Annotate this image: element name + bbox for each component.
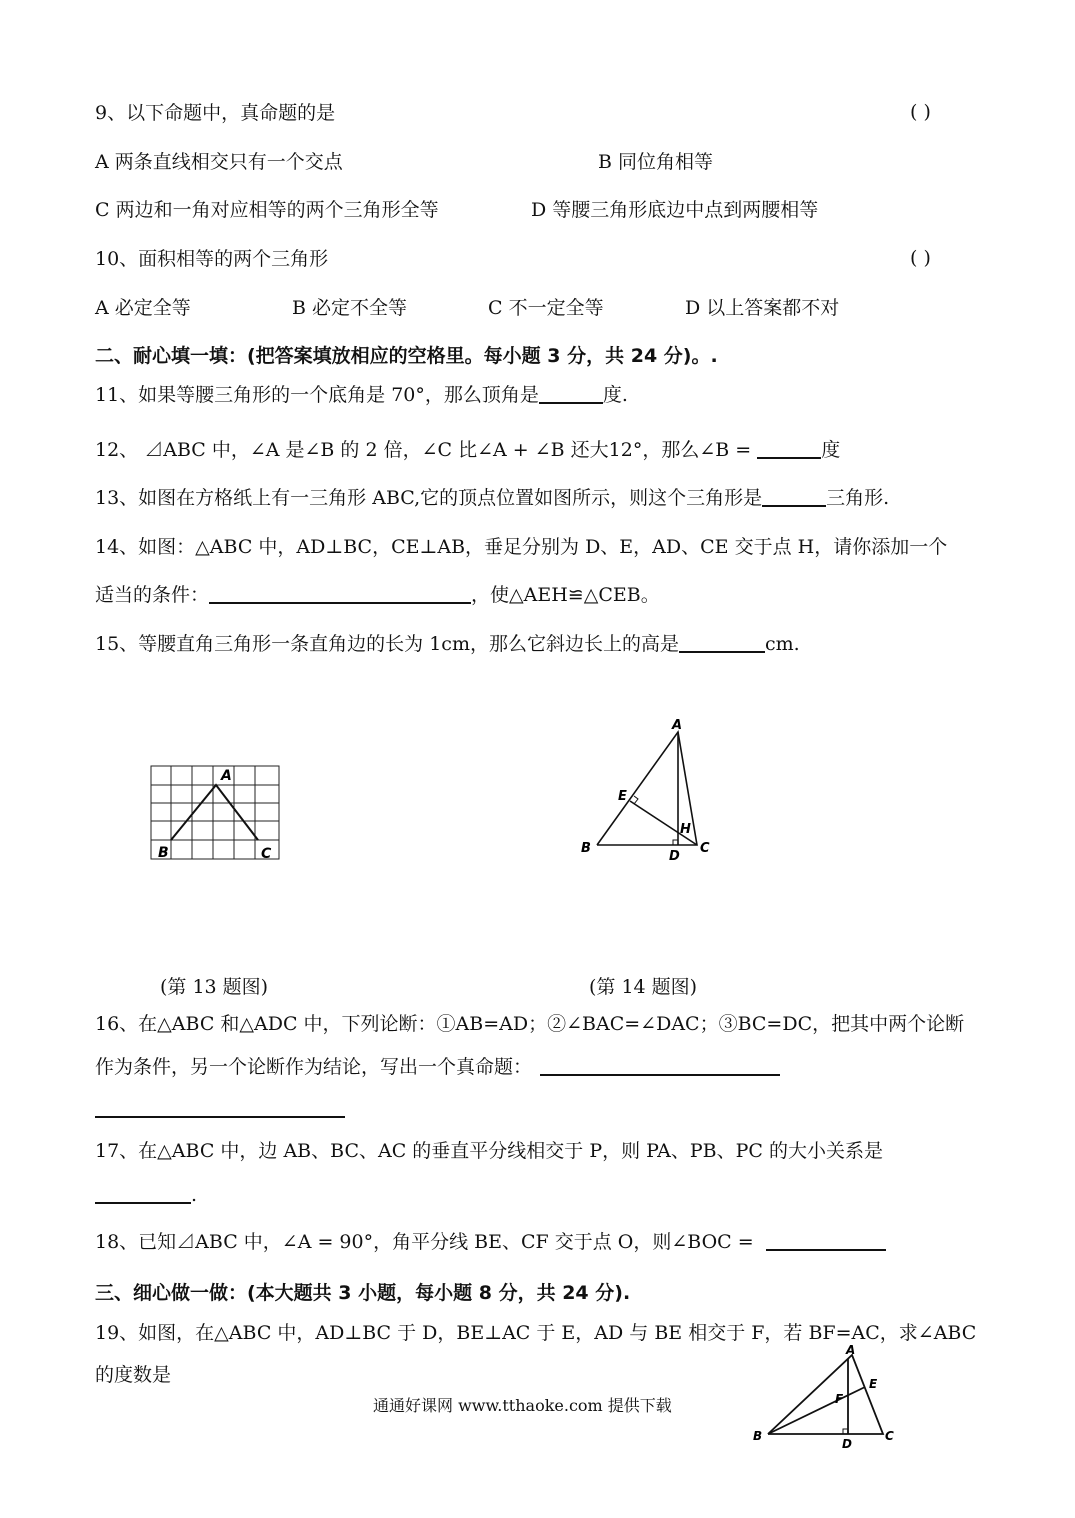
q17-line1: 17、在△ABC 中，边 AB、BC、AC 的垂直平分线相交于 P，则 PA、PB、PC 的大小关系是 [95, 1140, 884, 1162]
q16-line2 [95, 1055, 780, 1079]
q16-answer-blank-2[interactable] [95, 1116, 345, 1118]
q14-answer-blank[interactable] [209, 584, 471, 604]
q11-answer-blank[interactable] [539, 384, 603, 404]
fig13-label-a: A [221, 768, 232, 784]
q11-text: 11、如果等腰三角形的一个底角是 70°，那么顶角是 [95, 384, 539, 406]
q13-unit: 三角形. [826, 487, 890, 509]
q10-option-b: B 必定不全等 [292, 297, 408, 319]
q11 [95, 383, 628, 407]
q9-stem: 9、以下命题中，真命题的是 [95, 102, 336, 124]
q15 [95, 632, 800, 656]
fig14-label-e: E [618, 789, 627, 804]
q13-text: 13、如图在方格纸上有一三角形 ABC,它的顶点位置如图所示，则这个三角形是 [95, 487, 763, 509]
figure-19-triangle [748, 1345, 903, 1450]
q17-tail: . [191, 1184, 198, 1206]
q17-answer-blank[interactable] [95, 1184, 191, 1204]
fig14-label-d: D [669, 849, 680, 864]
q9-option-d: D 等腰三角形底边中点到两腰相等 [531, 199, 819, 221]
q9-option-a: A 两条直线相交只有一个交点 [95, 151, 343, 173]
fig19-triangle [768, 1355, 883, 1434]
fig14-label-b: B [581, 841, 591, 856]
fig14-caption: (第 14 题图) [589, 976, 698, 998]
q9-option-b: B 同位角相等 [598, 151, 714, 173]
q15-unit: cm. [764, 633, 800, 655]
fig19-label-c: C [885, 1429, 894, 1443]
fig19-label-b: B [753, 1429, 763, 1443]
q9-answer-paren[interactable]: ( ) [910, 101, 931, 123]
q10-option-a: A 必定全等 [95, 297, 191, 319]
q13 [95, 486, 889, 510]
q16-text: 作为条件，另一个论断作为结论，写出一个真命题： [95, 1056, 533, 1078]
fig14-label-a: A [672, 718, 683, 733]
q18-text: 18、已知⊿ABC 中，∠A = 90°，角平分线 BE、CF 交于点 O，则∠BOC = [95, 1231, 760, 1253]
fig14-right-angle-e [634, 796, 638, 804]
figure-13-grid-triangle [145, 760, 285, 865]
fig19-label-d: D [842, 1437, 852, 1450]
q18 [95, 1230, 886, 1254]
fig14-label-c: C [700, 841, 710, 856]
q14-line2 [95, 583, 660, 607]
q12 [95, 438, 840, 462]
q19-line1: 19、如图，在△ABC 中，AD⊥BC 于 D，BE⊥AC 于 E，AD 与 BE 相交于 F，若 BF=AC，求∠ABC [95, 1322, 977, 1344]
q15-text: 15、等腰直角三角形一条直角边的长为 1cm，那么它斜边长上的高是 [95, 633, 679, 655]
q14-text-b: ，使△AEH≌△CEB。 [471, 584, 660, 606]
q11-unit: 度. [602, 384, 628, 406]
q16-answer-blank-1[interactable] [540, 1056, 780, 1076]
q12-answer-blank[interactable] [757, 439, 821, 459]
q14-line1: 14、如图：△ABC 中，AD⊥BC，CE⊥AB，垂足分别为 D、E，AD、CE 交于点 H，请你添加一个 [95, 536, 948, 558]
fig13-caption: (第 13 题图) [160, 976, 269, 998]
q10-option-d: D 以上答案都不对 [685, 297, 840, 319]
fig19-label-f: F [835, 1392, 844, 1406]
q16-line1: 16、在△ABC 和△ADC 中，下列论断：①AB=AD；②∠BAC=∠DAC；③BC=DC，把其中两个论断 [95, 1013, 965, 1035]
q13-answer-blank[interactable] [762, 487, 826, 507]
q9-option-c: C 两边和一角对应相等的两个三角形全等 [95, 199, 439, 221]
section-3-heading: 三、细心做一做：(本大题共 3 小题，每小题 8 分，共 24 分). [95, 1282, 631, 1304]
fig19-label-a: A [846, 1345, 856, 1357]
q19-line2: 的度数是 [95, 1364, 172, 1386]
q12-unit: 度 [821, 439, 841, 461]
fig19-altitude-be [768, 1387, 865, 1434]
fig19-label-e: E [869, 1377, 878, 1391]
q10-option-c: C 不一定全等 [488, 297, 604, 319]
fig13-label-b: B [158, 845, 169, 861]
q10-stem: 10、面积相等的两个三角形 [95, 248, 329, 270]
fig13-grid [151, 766, 279, 859]
footer-source: 通通好课网 www.tthaoke.com 提供下载 [373, 1396, 672, 1415]
q14-text-a: 适当的条件： [95, 584, 210, 606]
figure-14-triangle [575, 712, 725, 864]
q18-answer-blank[interactable] [766, 1231, 886, 1251]
q17-line2 [95, 1183, 197, 1207]
q10-answer-paren[interactable]: ( ) [910, 247, 931, 269]
fig13-label-c: C [261, 846, 272, 862]
section-2-heading: 二、耐心填一填：(把答案填放相应的空格里。每小题 3 分，共 24 分)。. [95, 345, 718, 367]
fig13-triangle [171, 785, 258, 840]
q15-answer-blank[interactable] [679, 633, 765, 653]
fig14-label-h: H [680, 822, 691, 837]
q12-text: 12、 ⊿ABC 中，∠A 是∠B 的 2 倍，∠C 比∠A + ∠B 还大12°，那么∠B = [95, 439, 758, 461]
